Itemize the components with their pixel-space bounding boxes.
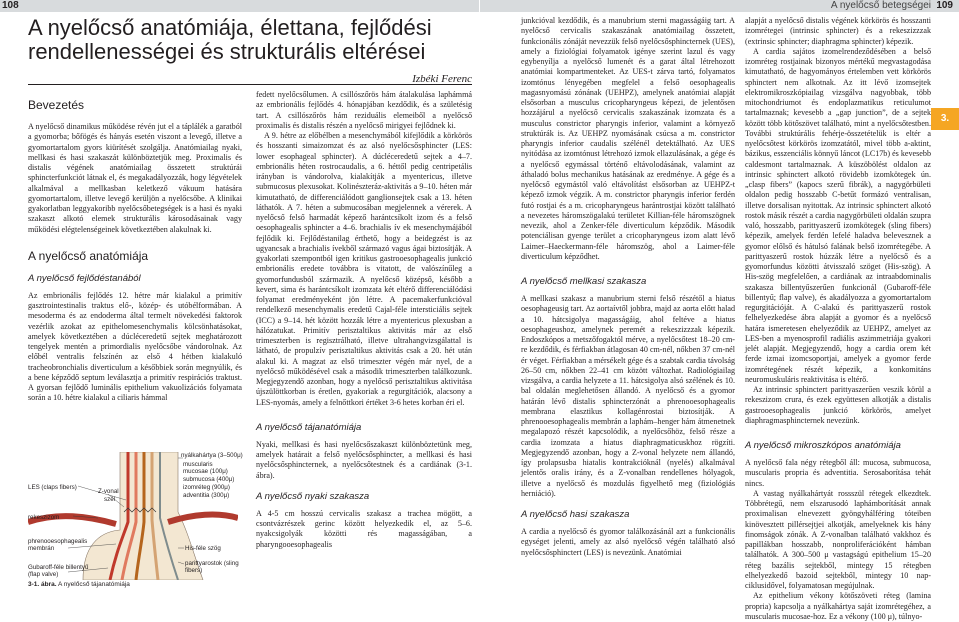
section-heading-intro: Bevezetés [28,98,85,112]
label-diaphragm: rekeszizom [28,514,60,521]
subheading-topography: A nyelőcső tájanatómiája [256,421,362,433]
abdominal-paragraph: A cardia a nyelőcső és gyomor találkozásánál azt a funkcionális egységet jelenti, amely az alsó nyelőcső végén található alsó nyelőcsősphinctert (LES) is nevezünk. Anatómiai [521,527,735,557]
figure-caption-text: A nyelőcső tájanatómiája [58,581,130,588]
topography-paragraph: Nyaki, mellkasi és hasi nyelőcsőszakaszt különböztetünk meg, amelyek határait a felső nyelőcsősphincter, a mellkasi és hasi nyelőcsősphincternek, a nyelőcsőtestnek és a cardiának (3-1. ábra). [256,439,472,480]
col4-paragraph-1: alapját a nyelőcső distalis végének körkörös és hosszanti izomrétegei (intrinsic sphincter) és a rekeszizzzak (extrinsic sphincter; diaphragma sphincter) képezik. [745,16,931,46]
article-author: Izbéki Ferenc [412,73,472,85]
figure-caption [28,581,130,588]
section-heading-anatomy: A nyelőcső anatómiája [28,248,149,263]
column-2 [256,90,472,550]
article-title: A nyelőcső anatómiája, élettana, fejlődési rendellenességei és strukturális eltérései [28,15,432,64]
right-page-header [480,0,959,12]
label-mucosa: nyálkahártya (3–500μ) [181,452,243,459]
column-1 [28,98,242,404]
right-page-number: 109 [936,0,953,11]
col2-paragraph-1: fedett nyelőcsőlumen. A csillószőrös hám átalakulása laphámmá az embrionális fejlődés 4. hónapjában kezdődik, és a születésig tart. A csillószőrös hám reziduális elemeiből a nyelőcső proximalis és distalis részén a nyelőcső mirigyei fejlődnek ki. [256,90,472,130]
label-les: LES (claps fibers) [28,484,77,491]
subheading-thoracic: A nyelőcső mellkasi szakasza [521,276,647,287]
label-submucosa: submucosa (400μ) [183,476,235,483]
figure-caption-number: 3-1. ábra. [28,581,57,588]
label-z-line-2: szél [104,496,116,503]
col3-paragraph-1: junkcióval kezdődik, és a manubrium sterni magasságáig tart. A nyelőcső cervicalis szakaszának anatómiailag összetett, funkcionális zónáját nevezzük felső nyelőcsősphincternek (UES), amely a fiziológiai folyamatok igénye szerint lazul és vagy egybenyílja a nyelőcső lumenét és a garat által létrehozott anatómiai kompartmenteket. Az UES-t zárva tartó, folyamatos izomtónus lényegében megfelel a felső oesophagealis magasnyomású zónának (UEHPZ), amelynek anatómiai alapját elsősorban a musculus cricopharyngeus képezi, de jelentősen hozzájárul a nyelőcső cervicalis szakaszának izomzata és a musculus constrictor pharyngis inferior, valamint a környező struktúrák is. Az UEHPZ nyomásának csúcsa a m. constrictor pharyngis inferior caudalis szélénél detektálható. Az UES nyitódása az izomtónust létrehozó izmok ellazulásának, a gége és a nyelőcső egymással történő eltávolodásának, valamint az áthaladó bolus mechanikus hatásának az eredménye. A gége és a nyelőcső egymástól való eltávolítást elsősorban az UEHPZ-t képező izmok végzik. A m. constrictor pharyngis inferior ferdén futó rostjai és a m. cricopharyngeus harántrostjai között található a nevezetes háromszögalakú területet Killian-féle háromszögnek nevezik, ahol a Zenker-féle diverticulum képződik. Második potenciálisan gyenge terület a cricopharyngeus izom alatt lévő Laimer–Haeckermann-féle háromszög, ahol a Laimer-féle diverticulum képződhet. [521,16,735,261]
intro-paragraph: A nyelőcső dinamikus működése révén jut el a táplálék a garatból a gyomorba; bőfögés és hányás esetén viszont a levegő, illetve a gyomortartalom gyors kiürítését szolgálja. Anatómiailag nyaki, mellkasi és hasi szakaszát különböztetjük meg. Proximalis és distalis végének anatómiailag összetett struktúrái sphincterfunkciót látnak el, és megakadályozzák, hogy légvételek alkalmával a mellkasban keletkező vákuum hatására gyomortartalom, illetve levegő kerüljön a nyelőcsőbe. A klinikai gyakorlatban leggyakoribb nyelőcsőbetegségek is a hasi és nyaki szakaszt alkotó elemek strukturális károsodásainak vagy működési elégtelenségeinek következtében alakulnak ki. [28,122,242,234]
left-page-header [0,0,479,12]
label-muscularis-mucosae: mucosae (100μ) [183,468,228,475]
label-adventitia: adventitia (300μ) [183,492,230,499]
title-divider [28,84,472,85]
col2-paragraph-2: A 9. hétre az előbélben a mesenchymából kifejlődik a körkörös és hosszanti simaizomzat és az alsó nyelőcsősphincter (LES: lower esophageal sphincter). A dúcléceredetű sejtek a 4–7. embrionális héten rostrocaudalis, a 6. héttől pedig centripetális irányban is vándorolva, kialakítják a myentericus, illetve submucosus plexusokat. Kolinészteráz-aktivitás a 9–10. héten már kimutatható, de differenciálódott ganglionsejtek csak a 13. héten láthatók. A 7. héten a submucosában megjelennek a vérerek. A nyelőcső felső harmadát képező harántcsíkolt izom és a felső oesophagealis sphincter a 4–6. brachialis ív ek mesenchymájából fejlődik ki. Fejlődéstanilag érthető, hogy a beidegzést is az ugyancsak a brachialis ívekből származó vagus ágai biztosítják. A gyakorlati szempontból igen kritikus gastrooesophagealis junkció embrionális eredete továbbra is vitatott, de valószínűleg a gyomorfundusból származik. A nyelőcső középső, később a kevert, sima és harántcsíkolt izomzata két eltérő differenciálódási folyamat eredményeként jön létre. A pacemakerfunkcióval rendelkező mesenchymalis eredetű Cajal-féle intersticiális sejtek (ICC) a 9–14. hét között hozzák létre a myentericus plexusban a hálózatukat. Primitív perisztaltikus aktivitás már az első trimeszterben is regisztrálható, illetve ultrahangvizsgálattal is látható, de propulzív perisztaltikus aktivitás csak a 20. hét után alakul ki. A magzat az első trimeszter végén már nyel, de a nyelőcső működésével csak a második trimeszterben találkozunk. Megjegyzendő azonban, hogy a nyelőcső perisztaltikus aktivitása újszülöttkorban is éretlen, gyakoriak a regurgitációk, alacsony a LES-nyomás, amely a felnőttkori értéket 3-6 hetes korban éri el. [256,131,472,407]
magazine-running-title: A nyelőcső betegségei [830,0,931,11]
label-membrane: phrenooesophagealis membrán [28,538,88,552]
column-3 [521,16,735,558]
col4-paragraph-3: Az intrinsic sphinctert parittyaszerűen veszik körül a rekeszizom crura, és ezek együttesen alkotják a distalis gastrooesophagealis junkció körkörös, amelyet diaphragmasphincternek nevezünk. [745,385,931,425]
label-his-angle: His-féle szög [185,545,221,552]
subheading-cervical: A nyelőcső nyaki szakasza [256,490,370,502]
column-4 [745,16,931,622]
label-z-line: Z-vonal [98,488,119,495]
micro-paragraph-3: Az epithelium vékony kötőszöveti réteg (lamina propria) kapcsolja a nyálkahártya saját izomrétegéhez, a muscularis mucosae-hoz. Ez a vékony (100 μ), túlnyo- [745,591,931,621]
label-muscularis: muscularis [183,461,213,468]
label-gubaroff: Gubaroff-féle billentyű (flap valve) [28,564,89,578]
chapter-tab: 3. [931,108,959,130]
cervical-paragraph: A 4-5 cm hosszú cervicalis szakasz a trachea mögött, a csontvázrészek gerinc között helyezkedik el, az 5–6. nyakcsigolyák közötti rés magasságában, a pharyngooesophagealis [256,508,472,549]
thoracic-paragraph: A mellkasi szakasz a manubrium sterni felső részétől a hiatus oesophageusig tart. Az aortaívtől jobbra, majd az aorta előtt halad a 10. hátcsigolya magasságáig, ahol feltéve a hiatus oesophageushoz, amelynek peremét a rekeszizzzak képezik. Endoszkópos a metszőfogaktól mérve, a nyelőcsőtest 18–20 cm-re kezdődik, és férfiakban átlagosan 40 cm-nél, nőkben 37 cm-nél ér véget. Férfiakban a mérsékelt gége és a szabtak cardia távolság 26–50 cm, nőkben 22–41 cm között változhat. Radiológiailag vizsgálva, a cardia helyzete a 11. hátcsigolya alsó szélének és 10. bal oldalán meglehetősen állandó. A nyelőcső és a gyomor határán lévő distalis sphincterzónát a phrenooesophagealis membrana elasztikus kollagénrostai biztosítják. A phrenooesophagealis membrán a laphám–henger hám átmenetnek megalapozó részét kapcsolódik, a nyelőcsőhöz, felső része a cardia izomzata a hiatus diaphragmaticuskhoz rögzíti. Megjegyzendő azonban, hogy a Z-vonal helyzete nem állandó, így prolapsusba hiatalis kontrakcióknál (nyelés) alkalmával jelentős oralis irány, és a Z-vonalban rendellenes hólyagok, illetve a nyelőcső és mozdulás figyelhető meg (fiziológiás herniáció). [521,294,735,498]
micro-paragraph-1: A nyelőcső fala négy rétegből áll: mucosa, submucosa, muscularis propria és adventitia. Serosaborítása tehát nincs. [745,458,931,488]
micro-paragraph-2: A vastag nyálkahártyát rossszül rétegek elkezdtek. Többrétegű, nem elszarusodó laphámborítását annak proximalisan elnevezett gyöngyhálféring tóteiben kinövesztett pillérsejtjei alkotják, amelyeknek kis hány finomságok zónák. A Z-vonalban található vakkhoz és papillákban hosszabb, nonproliferációként hámban találhatók. A 300–500 μ vastagságú epithelium 15–20 réteg bazális sejtekből, mintegy 15 rétegben elhelyezkedő bazoid sejtekből, mintegy 10 nap-ciklusidővel, folyamatosan megújulnak. [745,488,931,590]
subheading-development: A nyelőcső fejlődéstanából [28,272,141,284]
label-muscle-layer: izomréteg (900μ) [183,484,230,491]
label-sling-fibers: parittyarostok (sling fibers) [185,560,239,574]
figure-3-1 [28,452,243,588]
left-page-number: 108 [2,0,19,11]
development-paragraph: Az embrionális fejlődés 12. hétre már kialakul a primitív gasztrointestinalis traktus elő-, közép- és utóbélformában. A mesoderma és az endoderma által termelt növekedési faktorok vezérlik azokat az epithelomesenchymalis kölcsönhatásokat, amelyek következtében a dúcléceredetű sejtek meghatározott tengelyek mentén a primordialis nyelőcsőbe vándorolnak. Az előbél ventralis felszínén az első 4 hétben kialakuló tracheobronchialis diverticulum a későbbiek során megnyúlik, és a bene képződő septum leválasztja a primitív respirációs traktust. A gyorsan fejlődő luminális epithelium vakuolizációs folyamata során a 10. hétre kialakul a ciliaris hámmal [28,290,242,403]
subheading-abdominal: A nyelőcső hasi szakasza [521,509,630,520]
subheading-microscopic: A nyelőcső mikroszkópos anatómiája [745,440,901,451]
col4-paragraph-2: A cardia sajátos izomelrendeződésében a belső izomréteg rostjainak bizonyos mértékű megvastagodása kimutatható, de hagyományos értelemben vett körkörös sphinctert nem alkotnak. Az itt lévő izomsejtek elektromikroszkópiailag vizsgálva nagyobbak, több mitochondriumot és endoplazmatikus reticulumot tartalmaznak; kevesebb a „gap junction”, de a sejtek között több kötőszövet található, mint a nyelőcsőtestben. További struktúrális fehérje-összetételük is eltér a nyelőcsőtest körkörös izomzatától, mivel több a-aktint, bázikus, esszenciális könnyű láncot (LC17b) és kevesebb caldesmont tartalmaznak. A küszöbölést oldalon az intrinsic sphinctert alkotó rövidebb izomkötegek ún. „clasp fibers” (kapocs szerű fibrák), a nagygörbületi oldalon pedig hosszabb C-betűt formázó ventralisan, illetve dorsalisan nyitottak. Az intrinsic sphinctert alkotó rostok másik részét a cardia nagygörbületi oldalán szupra való, hosszabb, parittyaszerű izomkötegek (sling fibers) képezik, amelyek ferdén lefelé haladva belevesznek a gyomor előlső és hátulsó falának belső izomrétegébe. A parittyaszerű rostok húzzák létre a nyelőcső és a gyomorfundus közötti átvisszaló szöget (His-szög). A His-szög megfelelően, a cardiának az intraabdominalis szakasza billentyűszerűen funkcionál (Gubaroff-féle billentyű; flap valve), és akadályozza a gyomortartalom regurgitációját. A C-alakú és parittyaszerű rostok felhelyezkedése ábra alapját a gyomor és a nyelőcső határa ismeretesen ehelyeződik az UEHPZ, amelyet az LES-ben a myenosprofil radiális aszimmetriája gyakori jelét alapját. Megjegyzendő, hogy a cardia orem két ferde izmai izomcsoportjai, amelyek a gyomor ferde izomrétegének részét képezik, a konkomitáns neuromuskuláris reaktivitása is eltérő. [745,46,931,384]
